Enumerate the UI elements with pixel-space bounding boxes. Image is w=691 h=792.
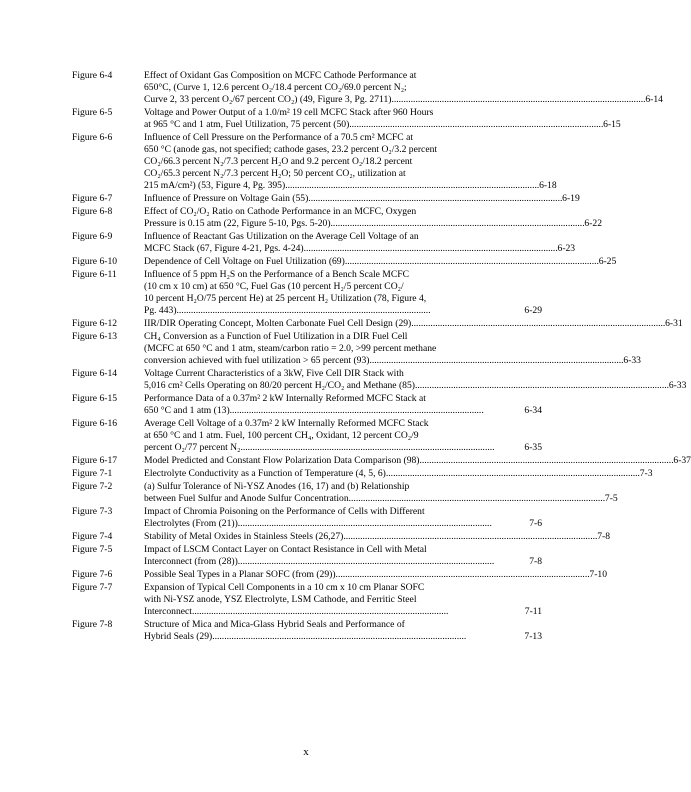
caption-line: Performance Data of a 0.37m² 2 kW Internally Reformed MCFC Stack at <box>144 393 426 404</box>
toc-entry[interactable] <box>72 468 653 480</box>
page-ref[interactable]: 6-25 <box>598 256 617 267</box>
caption-line: Possible Seal Types in a Planar SOFC (from (29)) <box>144 569 336 580</box>
figure-caption <box>144 70 663 106</box>
dot-leader <box>212 631 523 643</box>
dot-leader <box>336 569 589 581</box>
caption-line: Interconnect. <box>144 606 195 617</box>
caption-line: Effect of CO₂/O₂ Ratio on Cathode Performance in an MCFC, Oxygen <box>144 206 417 217</box>
figure-caption <box>144 455 691 467</box>
figure-caption <box>144 393 542 417</box>
caption-line: Influence of 5 ppm H₂S on the Performance of a Bench Scale MCFC <box>144 269 409 280</box>
caption-line: Average Cell Voltage of a 0.37m² 2 kW Internally Reformed MCFC Stack <box>144 418 429 429</box>
figure-label: Figure 7-1 <box>72 468 113 479</box>
caption-line: Impact of Chromia Poisoning on the Performance of Cells with Different <box>144 506 425 517</box>
figure-caption <box>144 468 653 480</box>
dot-leader <box>349 119 602 131</box>
caption-line: Influence of Cell Pressure on the Performance of a 70.5 cm² MCFC at <box>144 132 414 143</box>
dot-leader <box>420 455 673 467</box>
caption-line: (10 cm x 10 cm) at 650 °C, Fuel Gas (10 percent H₂/5 percent CO₂/ <box>144 281 404 292</box>
caption-line: Model Predicted and Constant Flow Polarization Data Comparison (98) <box>144 455 420 466</box>
caption-line: Effect of Oxidant Gas Composition on MCFC Cathode Performance at <box>144 70 417 81</box>
caption-line: MCFC Stack (67, Figure 4-21, Pgs. 4-24) <box>144 243 304 254</box>
dot-leader <box>351 493 604 505</box>
caption-line: 650 °C and 1 atm (13) <box>144 405 230 416</box>
caption-line: 10 percent H₂O/75 percent He) at 25 percent H₂ Utilization (78, Figure 4, <box>144 293 427 304</box>
toc-entry[interactable] <box>72 269 542 317</box>
page-ref[interactable]: 6-37 <box>673 455 691 466</box>
page-ref[interactable]: 6-33 <box>623 355 641 366</box>
dot-leader <box>240 442 523 454</box>
figure-caption <box>144 231 575 255</box>
figure-caption <box>144 619 542 643</box>
caption-line: Influence of Pressure on Voltage Gain (55) <box>144 193 309 204</box>
caption-line: at 650 °C and 1 atm. Fuel, 100 percent CH₄, Oxidant, 12 percent CO₂/9 <box>144 430 419 441</box>
dot-leader <box>415 380 668 392</box>
caption-line: Curve 2, 33 percent O₂/67 percent CO₂) (49, Figure 3, Pg. 2711) <box>144 94 392 105</box>
figure-caption <box>144 531 610 543</box>
figure-label: Figure 7-5 <box>72 544 113 555</box>
figure-label: Figure 7-8 <box>72 619 113 630</box>
caption-line: percent O₂/77 percent N₂ <box>144 442 241 453</box>
figure-label: Figure 6-11 <box>72 269 117 280</box>
caption-line: Interconnect (from (28)). <box>144 556 241 567</box>
dot-leader <box>238 518 528 530</box>
figure-label: Figure 7-7 <box>72 582 113 593</box>
dot-leader <box>304 243 557 255</box>
caption-line: Influence of Reactant Gas Utilization on the Average Cell Voltage of an <box>144 231 419 242</box>
figure-label: Figure 6-15 <box>72 393 118 404</box>
figure-label: Figure 6-8 <box>72 206 113 217</box>
caption-line: at 965 °C and 1 atm, Fuel Utilization, 75 percent (50) <box>144 119 350 130</box>
figure-label: Figure 6-10 <box>72 256 118 267</box>
caption-line: (a) Sulfur Tolerance of Ni-YSZ Anodes (16, 17) and (b) Relationship <box>144 481 410 492</box>
dot-leader <box>391 94 644 106</box>
caption-line: with Ni-YSZ anode, YSZ Electrolyte, LSM Cathode, and Ferritic Steel <box>144 594 417 605</box>
figure-caption <box>144 481 618 505</box>
toc-entry[interactable] <box>72 455 691 467</box>
page-ref[interactable]: 6-35 <box>524 442 542 453</box>
toc-entry[interactable] <box>72 331 641 367</box>
dot-leader <box>369 355 622 367</box>
caption-line: Electrolytes (From (21)) <box>144 518 238 529</box>
caption-line: between Fuel Sulfur and Anode Sulfur Concentration. <box>144 493 352 504</box>
figure-label: Figure 7-2 <box>72 481 113 492</box>
toc-entry[interactable] <box>72 107 621 131</box>
caption-line: Pressure is 0.15 atm (22, Figure 5-10, Pgs. 5-20) <box>144 218 331 229</box>
dot-leader <box>240 556 528 568</box>
toc-entry[interactable] <box>72 368 687 392</box>
toc-entry[interactable] <box>72 318 683 330</box>
figure-label: Figure 6-4 <box>72 70 113 81</box>
caption-line: Electrolyte Conductivity as a Function of Temperature (4, 5, 6) <box>144 468 386 479</box>
figure-list <box>72 70 691 644</box>
figure-caption <box>144 582 542 618</box>
figure-label: Figure 6-14 <box>72 368 118 379</box>
page-ref[interactable]: 6-14 <box>645 94 663 105</box>
page-ref[interactable]: 7-8 <box>529 556 542 567</box>
figure-caption <box>144 193 580 205</box>
caption-line: 650°C, (Curve 1, 12.6 percent O₂/18.4 percent CO₂/69.0 percent N₂; <box>144 82 407 93</box>
toc-entry[interactable] <box>72 393 542 417</box>
page-ref[interactable]: 7-8 <box>597 531 610 542</box>
dot-leader <box>343 531 596 543</box>
caption-line: 5,016 cm² Cells Operating on 80/20 percent H₂/CO₂ and Methane (85) <box>144 380 415 391</box>
dot-leader <box>177 305 524 317</box>
figure-label: Figure 6-16 <box>72 418 118 429</box>
page-ref[interactable]: 7-10 <box>589 569 608 580</box>
caption-line: Impact of LSCM Contact Layer on Contact Resistance in Cell with Metal <box>144 544 427 555</box>
toc-entry[interactable] <box>72 506 542 530</box>
figure-caption <box>144 569 607 581</box>
caption-line: Dependence of Cell Voltage on Fuel Utilization (69) <box>144 256 345 267</box>
figure-label: Figure 6-5 <box>72 107 113 118</box>
dot-leader <box>345 256 598 268</box>
page-ref[interactable]: 6-19 <box>562 193 580 204</box>
figure-label: Figure 6-9 <box>72 231 113 242</box>
caption-line: CH₄ Conversion as a Function of Fuel Utilization in a DIR Fuel Cell <box>144 331 408 342</box>
caption-line: CO₂/65.3 percent N₂/7.3 percent H₂O; 50 percent CO₂, utilization at <box>144 168 406 179</box>
figure-caption <box>144 269 542 317</box>
figure-caption <box>144 107 621 131</box>
caption-line: IIR/DIR Operating Concept, Molten Carbonate Fuel Cell Design (29) <box>144 318 412 329</box>
page-ref[interactable]: 7-3 <box>639 468 653 479</box>
caption-line: Structure of Mica and Mica-Glass Hybrid Seals and Performance of <box>144 619 405 630</box>
toc-entry[interactable] <box>72 544 542 568</box>
dot-leader <box>308 193 561 205</box>
figure-caption <box>144 256 616 268</box>
figure-caption <box>144 132 557 192</box>
toc-entry[interactable] <box>72 193 580 205</box>
figure-caption <box>144 331 641 367</box>
figure-label: Figure 6-13 <box>72 331 118 342</box>
caption-line: Hybrid Seals (29) <box>144 631 213 642</box>
dot-leader <box>331 218 584 230</box>
page-ref[interactable]: 6-15 <box>603 119 621 130</box>
figure-label: Figure 6-12 <box>72 318 118 329</box>
figure-label: Figure 6-17 <box>72 455 118 466</box>
figure-caption <box>144 368 686 392</box>
caption-line: CO₂/66.3 percent N₂/7.3 percent H₂O and 9.2 percent O₂/18.2 percent <box>144 156 413 167</box>
caption-line: Expansion of Typical Cell Components in a 10 cm x 10 cm Planar SOFC <box>144 582 425 593</box>
toc-entry[interactable] <box>72 206 602 230</box>
page-ref[interactable]: 6-23 <box>557 243 576 254</box>
toc-entry[interactable] <box>72 619 542 643</box>
dot-leader <box>230 405 524 417</box>
figure-label: Figure 7-3 <box>72 506 113 517</box>
caption-line: (MCFC at 650 °C and 1 atm, steam/carbon ratio = 2.0, >99 percent methane <box>144 343 437 354</box>
caption-line: Voltage and Power Output of a 1.0/m² 19 cell MCFC Stack after 960 Hours <box>144 107 434 118</box>
caption-line: 650 °C (anode gas, not specified; cathode gases, 23.2 percent O₂/3.2 percent <box>144 144 438 155</box>
page-ref[interactable]: 6-18 <box>539 180 557 191</box>
toc-entry[interactable] <box>72 70 663 106</box>
dot-leader <box>411 318 664 330</box>
toc-entry[interactable] <box>72 132 557 192</box>
toc-entry[interactable] <box>72 256 617 268</box>
caption-line: Pg. 443) <box>144 305 177 316</box>
toc-entry[interactable] <box>72 531 610 543</box>
toc-entry[interactable] <box>72 231 576 255</box>
page-ref[interactable]: 7-5 <box>604 493 618 504</box>
caption-line: Voltage Current Characteristics of a 3kW, Five Cell DIR Stack with <box>144 368 404 379</box>
page-ref[interactable]: 6-31 <box>665 318 683 329</box>
figure-caption <box>144 506 542 530</box>
page-ref[interactable]: 6-22 <box>584 218 602 229</box>
dot-leader <box>194 606 523 618</box>
page-ref[interactable]: 7-6 <box>529 518 542 529</box>
figure-label: Figure 6-6 <box>72 132 113 143</box>
figure-caption <box>144 418 542 454</box>
figure-label: Figure 7-4 <box>72 531 113 542</box>
toc-entry[interactable] <box>72 418 542 454</box>
figure-caption <box>144 544 542 568</box>
caption-line: 215 mA/cm²) (53, Figure 4, Pg. 395) <box>144 180 286 191</box>
dot-leader <box>386 468 639 480</box>
toc-entry[interactable] <box>72 481 618 505</box>
dot-leader <box>285 180 538 192</box>
figure-label: Figure 7-6 <box>72 569 113 580</box>
page-ref[interactable]: 6-34 <box>524 405 542 416</box>
figure-caption <box>144 318 683 330</box>
toc-entry[interactable] <box>72 569 608 581</box>
figure-caption <box>144 206 602 230</box>
page-ref[interactable]: 6-33 <box>668 380 687 391</box>
page-ref[interactable]: 7-11 <box>524 606 542 617</box>
caption-line: conversion achieved with fuel utilization > 65 percent (93) <box>144 355 370 366</box>
caption-line: Stability of Metal Oxides in Stainless Steels (26,27) <box>144 531 344 542</box>
page-ref[interactable]: 7-13 <box>524 631 542 642</box>
page-ref[interactable]: 6-29 <box>524 305 542 316</box>
figure-label: Figure 6-7 <box>72 193 113 204</box>
toc-entry[interactable] <box>72 582 542 618</box>
page-number: x <box>303 746 309 758</box>
